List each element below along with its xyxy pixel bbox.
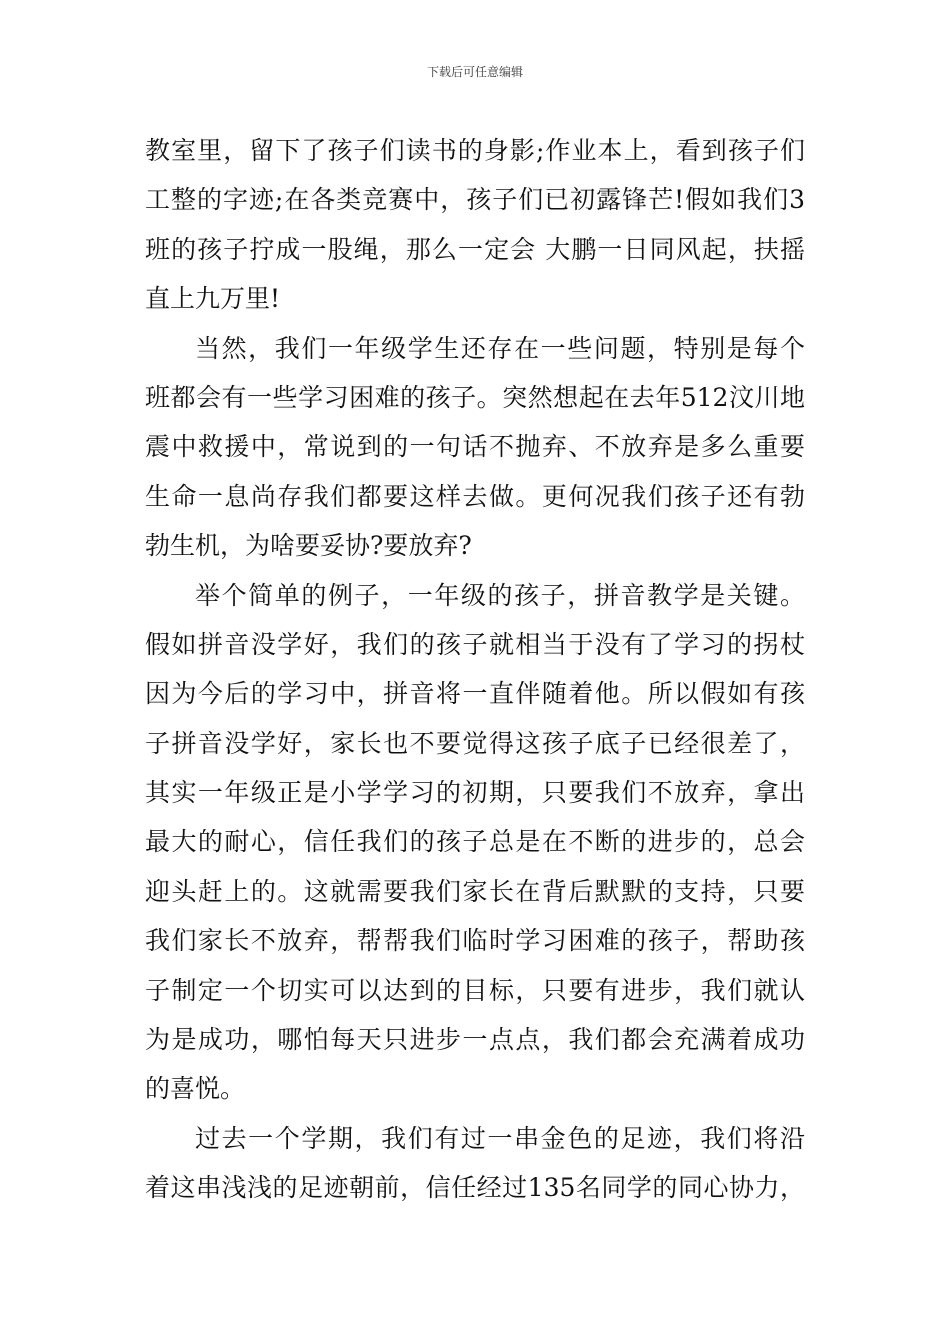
paragraph (145, 1114, 805, 1213)
paragraph-line: 直上九万里! (145, 284, 281, 314)
paragraph-line: 举个简单的例子，一年级的孩子，拼音教学是关键。 (195, 580, 805, 610)
paragraph-line: 生命一息尚存我们都要这样去做。更何况我们孩子还有勃 (145, 481, 805, 511)
paragraph-line: 为是成功，哪怕每天只进步一点点，我们都会充满着成功 (145, 1025, 805, 1055)
paragraph-line: 假如拼音没学好，我们的孩子就相当于没有了学习的拐杖 (145, 629, 805, 659)
paragraph-line: 因为今后的学习中，拼音将一直伴随着他。所以假如有孩 (145, 679, 805, 709)
paragraph-line: 班都会有一些学习困难的孩子。突然想起在去年512汶川地 (145, 382, 805, 412)
paragraph-line: 着这串浅浅的足迹朝前，信任经过135名同学的同心协力， (145, 1173, 805, 1203)
page-header: 下载后可任意编辑 (426, 65, 523, 79)
paragraph-line: 子制定一个切实可以达到的目标，只要有进步，我们就认 (145, 975, 805, 1005)
paragraph (145, 126, 805, 324)
paragraph-line: 勃生机，为啥要妥协?要放弃? (145, 531, 472, 561)
paragraph-line: 教室里，留下了孩子们读书的身影;作业本上，看到孩子们 (145, 136, 805, 165)
paragraph-line: 子拼音没学好，家长也不要觉得这孩子底子已经很差了， (145, 728, 805, 758)
paragraph-line: 班的孩子拧成一股绳，那么一定会 大鹏一日同风起，扶摇 (145, 234, 805, 264)
paragraph-line: 我们家长不放弃，帮帮我们临时学习困难的孩子，帮助孩 (145, 926, 805, 956)
paragraph-line: 最大的耐心，信任我们的孩子总是在不断的进步的，总会 (145, 827, 805, 857)
paragraph-line: 当然，我们一年级学生还存在一些问题，特别是每个 (195, 333, 805, 363)
paragraph-line: 迎头赶上的。这就需要我们家长在背后默默的支持，只要 (145, 876, 805, 906)
paragraph (145, 571, 805, 1114)
paragraph-line: 震中救援中，常说到的一句话不抛弃、不放弃是多么重要 (145, 432, 805, 462)
paragraph-line: 过去一个学期，我们有过一串金色的足迹，我们将沿 (195, 1123, 805, 1153)
paragraph (145, 324, 805, 571)
paragraph-line: 其实一年级正是小学学习的初期，只要我们不放弃，拿出 (145, 778, 805, 808)
document-body (145, 126, 805, 1213)
paragraph-line: 的喜悦。 (145, 1074, 246, 1104)
paragraph-line: 工整的字迹;在各类竞赛中，孩子们已初露锋芒!假如我们3 (145, 185, 805, 215)
